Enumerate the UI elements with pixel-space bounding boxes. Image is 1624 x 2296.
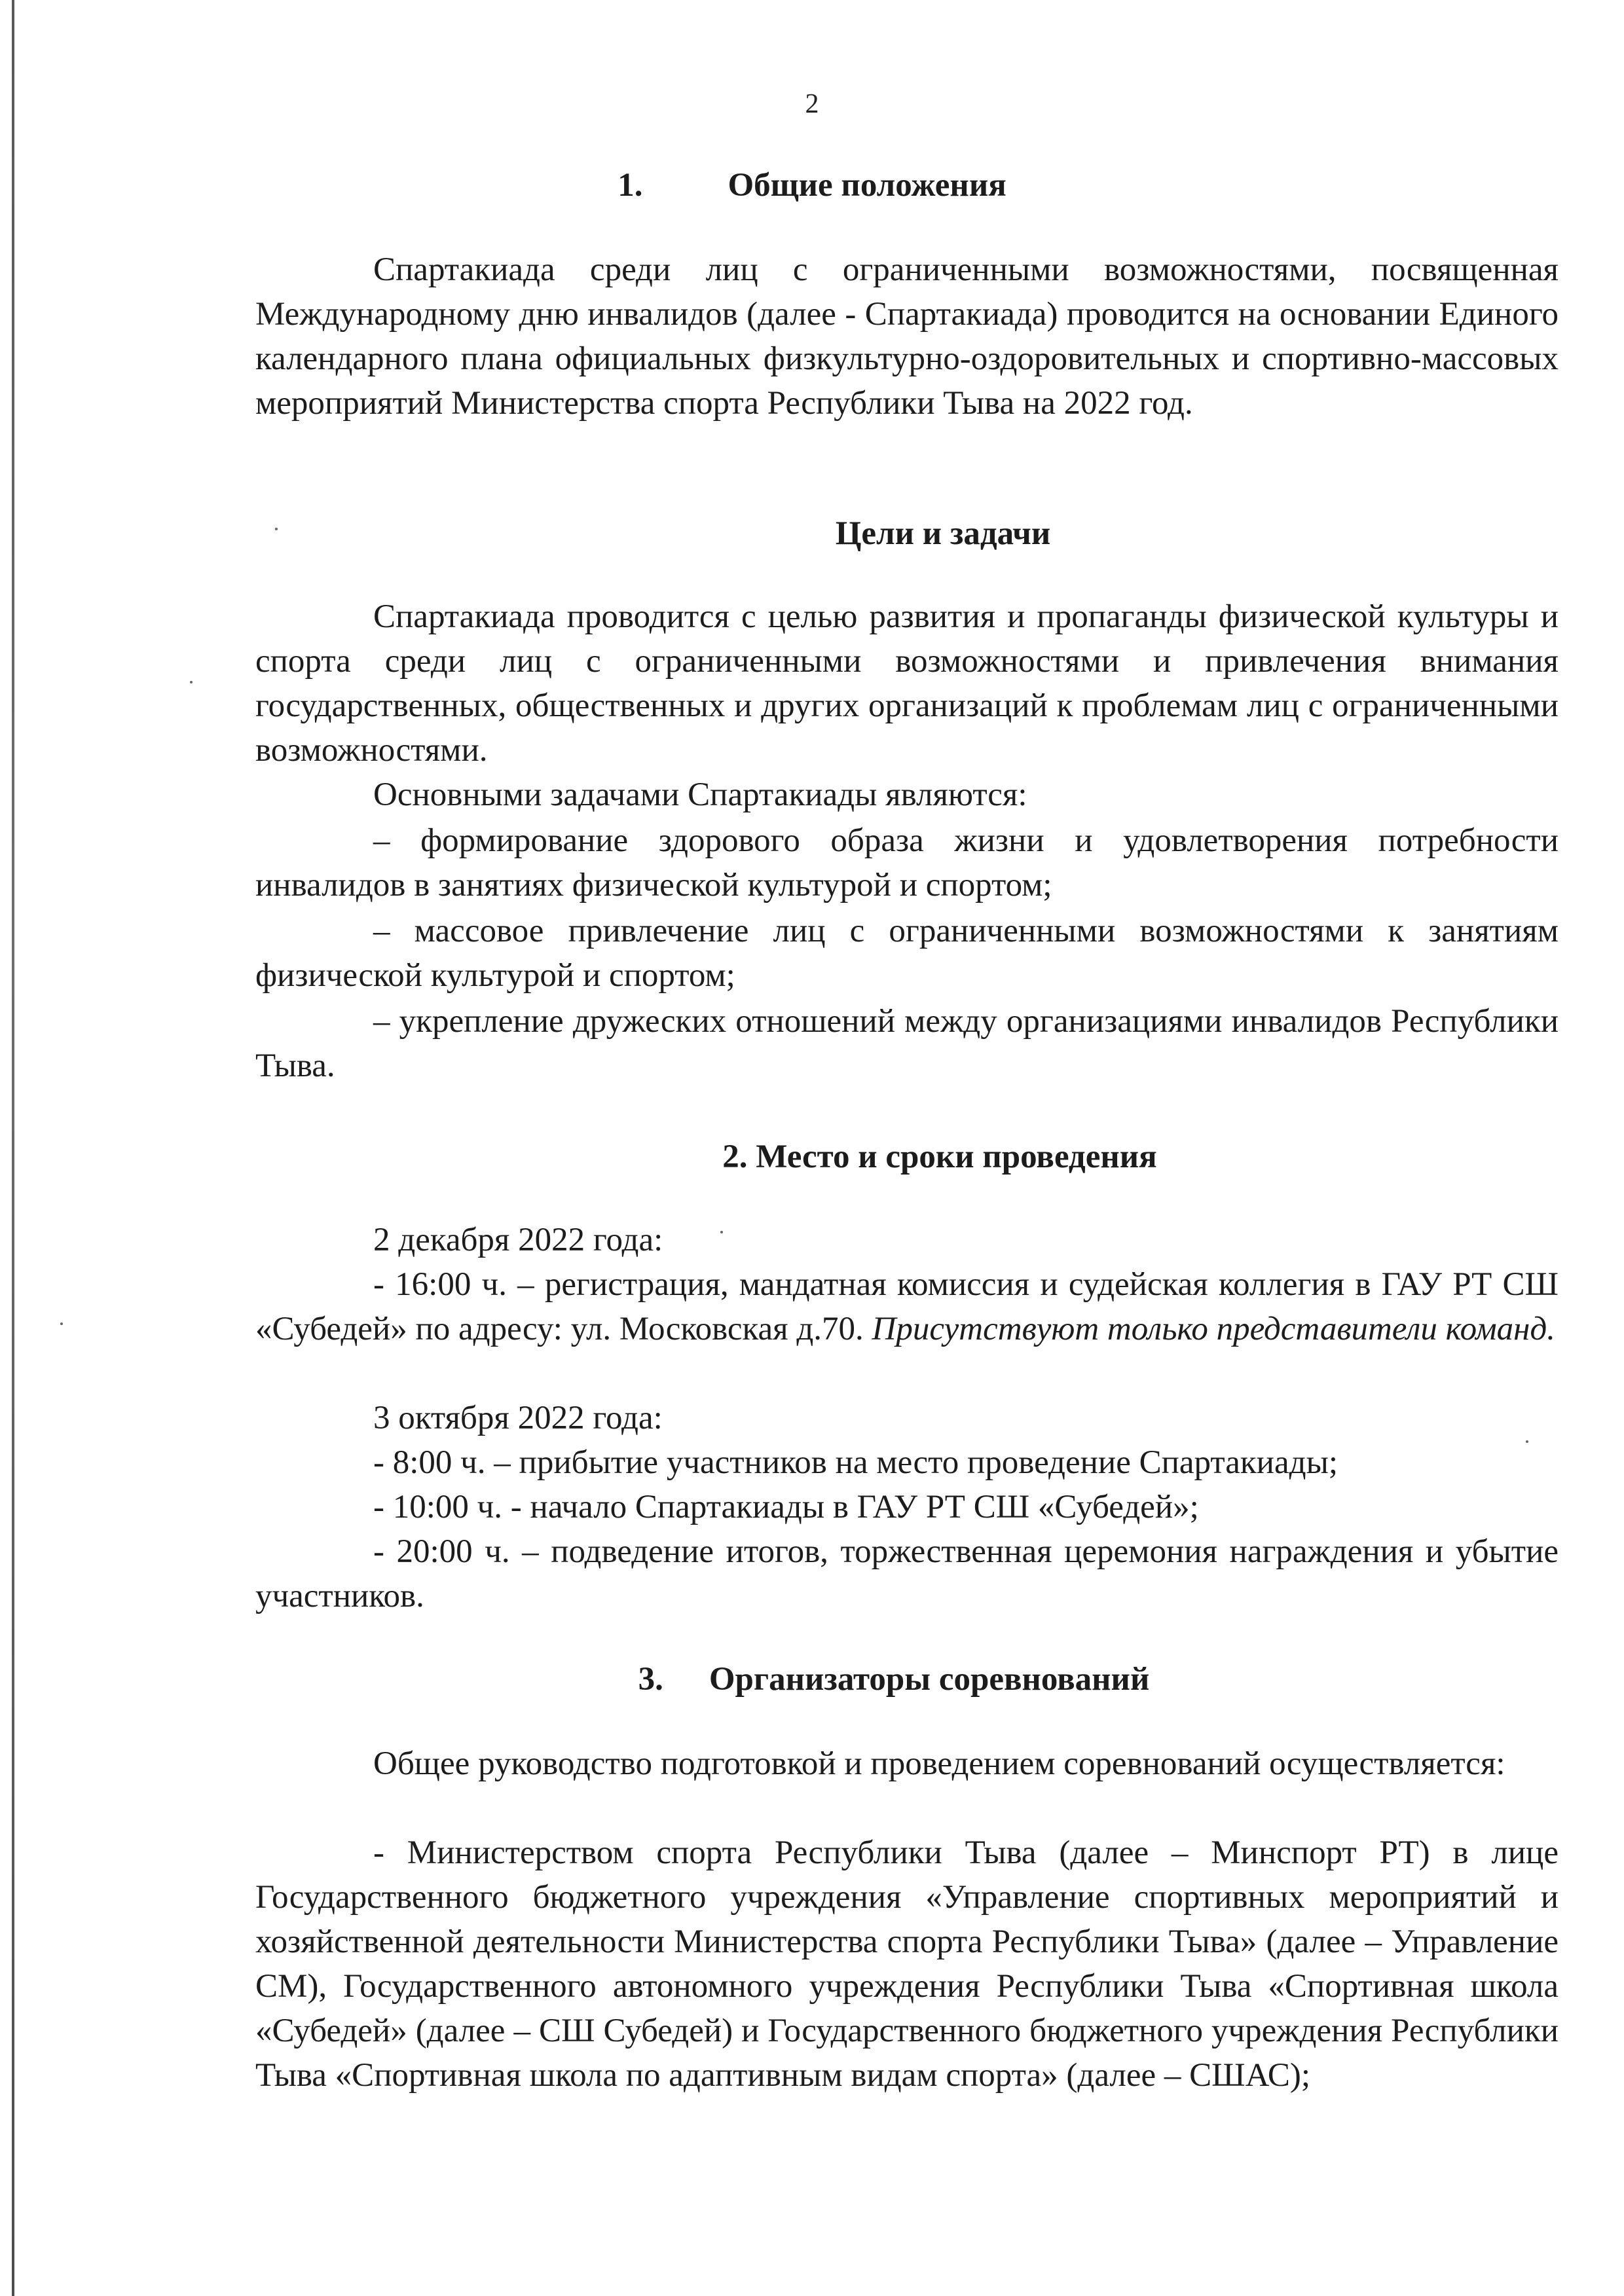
organizers-paragraph-1: Общее руководство подготовкой и проведением соревнований осуществляется: [373,1745,1505,1782]
scan-edge [12,0,14,2296]
section-2-title: Место и сроки проведения [756,1139,1157,1175]
section-1-heading [0,169,1624,202]
scan-speck [60,1322,63,1325]
section-1-number: 1. [618,167,643,204]
schedule-item-2: - 8:00 ч. – прибытие участников на место проведение Спартакиады; [373,1444,1338,1481]
schedule-item-4: - 20:00 ч. – подведение итогов, торжественная церемония награждения и убытие участников. [255,1533,1559,1614]
section-1-title: Общие положения [728,167,1006,204]
organizers-paragraph-2: - Министерством спорта Республики Тыва (далее – Минспорт РТ) в лице Государственного бюджетного учреждения «Управление спортивных мероприятий и хозяйственной деятельности Министерства спорта Республики Тыва» (далее – Управление СМ), Государственного автономного учреждения Республики Тыва «Спортивная школа «Субедей» (далее – СШ Субедей) и Государственного бюджетного учреждения Республики Тыва «Спортивная школа по адаптивным видам спорта» (далее – СШАС); [255,1834,1559,2094]
section-1-paragraph: Спартакиада среди лиц с ограниченными возможностями, посвященная Международному дню инвалидов (далее - Спартакиада) проводится на основании Единого календарного плана официальных физкультурно-оздоровительных и спортивно-массовых мероприятий Министерства спорта Республики Тыва на 2022 год. [255,251,1559,422]
task-item: – формирование здорового образа жизни и удовлетворения потребности инвалидов в занятиях физической культурой и спортом; [255,822,1559,903]
goals-paragraph: Спартакиада проводится с целью развития и пропаганды физической культуры и спорта среди лиц с ограниченными возможностями и привлечения внимания государственных, общественных и других организаций к проблемам лиц с ограниченными возможностями. [255,598,1559,769]
section-2-heading [128,1140,1624,1174]
schedule-item-3: - 10:00 ч. - начало Спартакиады в ГАУ РТ СШ «Субедей»; [373,1489,1199,1525]
section-3-heading [82,1663,1624,1696]
section-2-number: 2. [722,1139,748,1175]
schedule-item-1-note: Присутствуют только представители команд. [872,1311,1556,1347]
scan-speck [720,1231,723,1233]
scan-speck [190,681,193,683]
section-3-title: Организаторы соревнований [709,1661,1150,1698]
page-number: 2 [805,89,819,119]
scan-speck [1526,1440,1528,1443]
goals-heading: Цели и задачи [835,515,1051,552]
scan-speck [275,528,278,530]
tasks-intro: Основными задачами Спартакиады являются: [373,776,1027,813]
task-item: – укрепление дружеских отношений между организациями инвалидов Республики Тыва. [255,1003,1559,1084]
section-3-number: 3. [638,1661,663,1698]
schedule-item-1 [255,1262,1559,1351]
schedule-item-1-text: - 16:00 ч. – регистрация, мандатная комиссия и судейская коллегия в ГАУ РТ СШ «Субедей» по адресу: ул. Московская д.70. [255,1266,1559,1347]
schedule-date-2: 3 октября 2022 года: [373,1400,663,1436]
task-item: – массовое привлечение лиц с ограниченными возможностями к занятиям физической культурой и спортом; [255,913,1559,994]
schedule-date-1: 2 декабря 2022 года: [373,1222,663,1258]
